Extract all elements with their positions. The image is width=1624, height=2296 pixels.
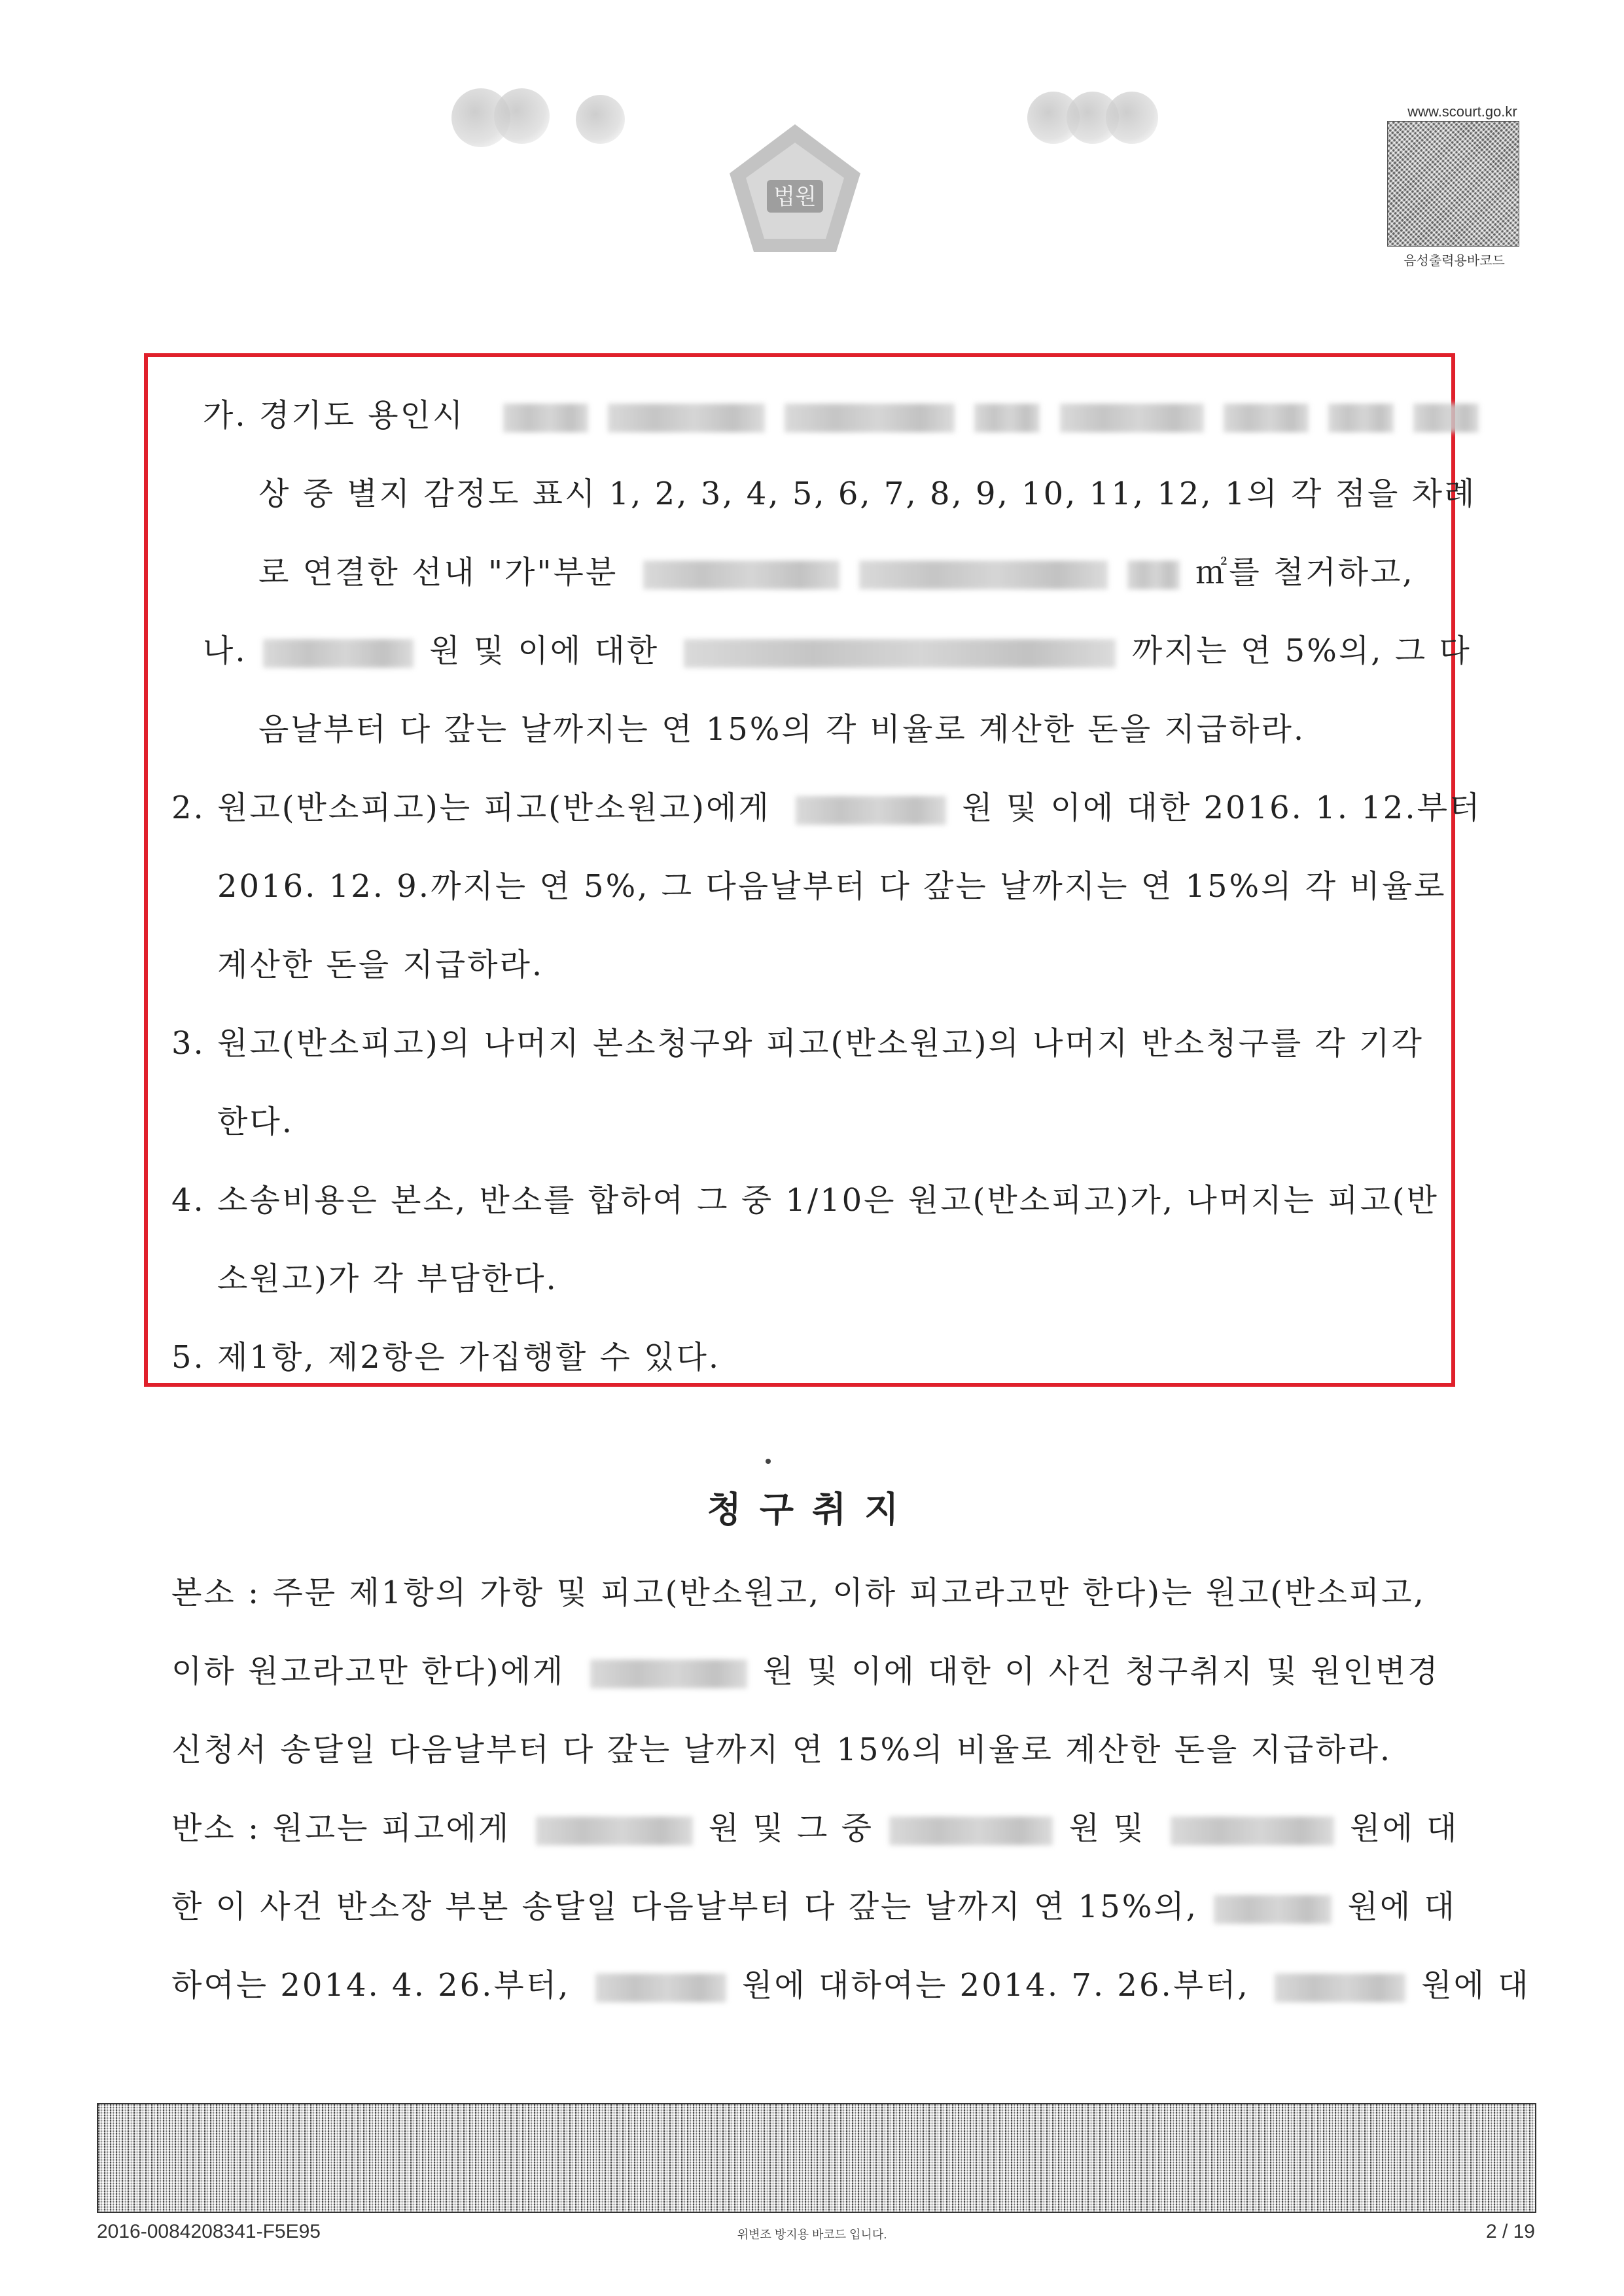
document-id: 2016-0084208341-F5E95 [97, 2221, 321, 2242]
redacted-text [684, 639, 1116, 668]
page-number: 2 / 19 [1485, 2221, 1535, 2242]
redacted-text [796, 796, 946, 825]
order-line: 소원고)가 각 부담한다. [217, 1261, 558, 1297]
claim-line5-a: 한 이 사건 반소장 부본 송달일 다음날부터 다 갚는 날까지 연 15%의, [171, 1888, 1198, 1925]
anti-forgery-barcode [97, 2103, 1536, 2213]
claim-line2-a: 이하 원고라고만 한다)에게 [171, 1653, 565, 1690]
order-line3-b: ㎡를 철거하고, [1195, 554, 1415, 591]
redacted-text [643, 561, 839, 589]
order-line: 5. 제1항, 제2항은 가집행할 수 있다. [171, 1339, 721, 1376]
order-line4-a: 나. [203, 633, 247, 669]
redacted-text [1413, 404, 1479, 432]
claim-line4-c: 원 및 [1068, 1810, 1146, 1847]
redacted-text [595, 1974, 726, 2002]
order-line4-c: 까지는 연 5%의, 그 다 [1131, 633, 1472, 669]
order-line [171, 788, 1481, 827]
claim-line4-d: 원에 대 [1350, 1810, 1459, 1847]
court-seal-icon [720, 118, 870, 268]
redacted-stamp [494, 88, 550, 144]
claim-line [171, 1652, 1440, 1691]
qr-url: www.scourt.go.kr [1407, 103, 1517, 120]
order-line1-prefix: 가. 경기도 용인시 [203, 397, 465, 434]
order-line: 한다. [217, 1104, 294, 1140]
seal-text: 법원 [773, 184, 817, 210]
redacted-stamp [1106, 92, 1158, 144]
redacted-text [1328, 404, 1394, 432]
redacted-text [1171, 1817, 1334, 1845]
claim-line4-b: 원 및 그 중 [708, 1810, 874, 1847]
redacted-text [1127, 561, 1180, 589]
redacted-text [889, 1817, 1053, 1845]
order-line [203, 396, 1483, 435]
redacted-text [608, 404, 765, 432]
order-line: 음날부터 다 갚는 날까지는 연 15%의 각 비율로 계산한 돈을 지급하라. [258, 711, 1306, 748]
claim-line6-b: 원에 대하여는 2014. 7. 26.부터, [741, 1967, 1250, 2004]
order-line: 3. 원고(반소피고)의 나머지 본소청구와 피고(반소원고)의 나머지 반소청구를 각 기각 [171, 1025, 1424, 1062]
order-line6-a: 2. 원고(반소피고)는 피고(반소원고)에게 [171, 790, 771, 826]
order-line6-b: 원 및 이에 대한 2016. 1. 12.부터 [962, 790, 1482, 826]
claim-line: 본소 : 주문 제1항의 가항 및 피고(반소원고, 이하 피고라고만 한다)는 원고(반소피고, [171, 1574, 1426, 1611]
qr-code-icon [1387, 121, 1519, 247]
claim-line [171, 1887, 1456, 1926]
order-line [258, 553, 1415, 592]
order-line: 2016. 12. 9.까지는 연 5%, 그 다음날부터 다 갚는 날까지는 연 15%의 각 비율로 [217, 868, 1447, 905]
order-line [203, 631, 1472, 670]
order-line3-a: 로 연결한 선내 "가"부분 [258, 554, 618, 591]
redacted-text [1060, 404, 1204, 432]
redacted-text [859, 561, 1108, 589]
dot-mark [766, 1459, 771, 1464]
barcode-note: 위변조 방지용 바코드 입니다. [737, 2228, 887, 2241]
redacted-stamp [576, 95, 625, 144]
order-line: 4. 소송비용은 본소, 반소를 합하여 그 중 1/10은 원고(반소피고)가, 나머지는 피고(반 [171, 1182, 1439, 1219]
claim-line5-b: 원에 대 [1347, 1888, 1456, 1925]
redacted-text [1214, 1895, 1332, 1924]
claim-line2-b: 원 및 이에 대한 이 사건 청구취지 및 원인변경 [762, 1653, 1440, 1690]
claim-line4-a: 반소 : 원고는 피고에게 [171, 1810, 511, 1847]
redacted-text [1224, 404, 1309, 432]
order-line: 계산한 돈을 지급하라. [217, 947, 544, 983]
claim-line [171, 1809, 1458, 1848]
redacted-text [590, 1660, 747, 1688]
order-line: 상 중 별지 감정도 표시 1, 2, 3, 4, 5, 6, 7, 8, 9, 10, 11, 12, 1의 각 점을 차례 [258, 476, 1477, 512]
redacted-text [503, 404, 588, 432]
redacted-text [263, 639, 414, 668]
claim-line: 신청서 송달일 다음날부터 다 갚는 날까지 연 15%의 비율로 계산한 돈을 지급하라. [171, 1731, 1392, 1768]
redacted-text [1275, 1974, 1405, 2002]
redacted-text [974, 404, 1040, 432]
claim-line [171, 1966, 1530, 2005]
redacted-text [785, 404, 955, 432]
qr-caption: 음성출력용바코드 [1403, 254, 1505, 268]
order-line4-b: 원 및 이에 대한 [429, 633, 660, 669]
redacted-text [536, 1817, 693, 1845]
section-heading: 청구취지 [707, 1488, 917, 1530]
claim-line6-a: 하여는 2014. 4. 26.부터, [171, 1967, 571, 2004]
claim-line6-c: 원에 대 [1421, 1967, 1530, 2004]
